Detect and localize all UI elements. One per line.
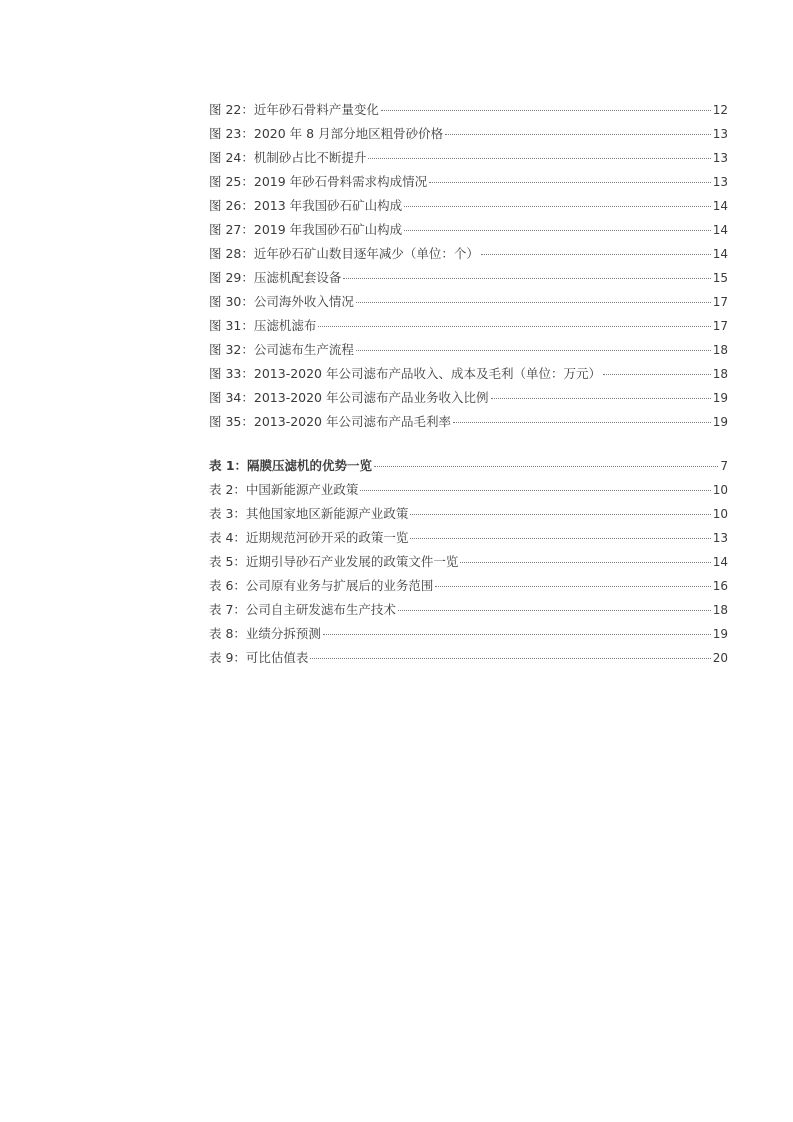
entry-title: 图 25：2019 年砂石骨料需求构成情况 (209, 174, 428, 189)
dot-leader (491, 398, 711, 399)
entry-title: 表 4：近期规范河砂开采的政策一览 (209, 530, 409, 545)
entry-page: 17 (712, 295, 728, 309)
toc-entry-figure-31[interactable] (209, 314, 728, 338)
entry-title: 图 24：机制砂占比不断提升 (209, 150, 367, 165)
entry-title: 图 26：2013 年我国砂石矿山构成 (209, 198, 403, 213)
figure-list (209, 98, 728, 434)
dot-leader (323, 634, 711, 635)
entry-page: 14 (712, 247, 728, 261)
dot-leader (374, 466, 718, 467)
entry-title: 图 31：压滤机滤布 (209, 318, 317, 333)
entry-page: 12 (712, 103, 728, 117)
entry-page: 18 (712, 367, 728, 381)
entry-page: 10 (712, 483, 728, 497)
dot-leader (429, 182, 711, 183)
entry-title: 图 34：2013-2020 年公司滤布产品业务收入比例 (209, 390, 489, 405)
toc-entry-table-9[interactable] (209, 646, 728, 670)
entry-title: 图 28：近年砂石矿山数目逐年减少（单位：个） (209, 246, 479, 261)
toc-entry-figure-34[interactable] (209, 386, 728, 410)
dot-leader (398, 610, 711, 611)
entry-title: 图 33：2013-2020 年公司滤布产品收入、成本及毛利（单位：万元） (209, 366, 601, 381)
dot-leader (481, 254, 711, 255)
toc-entry-figure-35[interactable] (209, 410, 728, 434)
toc-entry-figure-22[interactable] (209, 98, 728, 122)
dot-leader (410, 538, 710, 539)
entry-title: 表 6：公司原有业务与扩展后的业务范围 (209, 578, 434, 593)
toc-entry-table-1[interactable] (209, 454, 728, 478)
entry-title: 表 9：可比估值表 (209, 650, 309, 665)
entry-title: 表 2：中国新能源产业政策 (209, 482, 359, 497)
toc-entry-figure-29[interactable] (209, 266, 728, 290)
entry-title: 图 35：2013-2020 年公司滤布产品毛利率 (209, 414, 451, 429)
toc-entry-table-7[interactable] (209, 598, 728, 622)
entry-page: 13 (712, 175, 728, 189)
entry-title: 表 1：隔膜压滤机的优势一览 (209, 458, 373, 473)
entry-page: 7 (720, 459, 728, 473)
toc-entry-table-3[interactable] (209, 502, 728, 526)
table-of-contents (209, 98, 728, 670)
toc-entry-figure-24[interactable] (209, 146, 728, 170)
toc-entry-table-8[interactable] (209, 622, 728, 646)
dot-leader (310, 658, 710, 659)
toc-entry-table-5[interactable] (209, 550, 728, 574)
entry-title: 图 30：公司海外收入情况 (209, 294, 354, 309)
dot-leader (460, 562, 710, 563)
dot-leader (603, 374, 711, 375)
entry-page: 13 (712, 531, 728, 545)
dot-leader (368, 158, 710, 159)
dot-leader (381, 110, 711, 111)
section-spacer (209, 434, 728, 454)
entry-page: 19 (712, 391, 728, 405)
entry-title: 表 5：近期引导砂石产业发展的政策文件一览 (209, 554, 459, 569)
entry-page: 19 (712, 627, 728, 641)
entry-title: 图 29：压滤机配套设备 (209, 270, 342, 285)
toc-entry-figure-25[interactable] (209, 170, 728, 194)
table-list (209, 454, 728, 670)
entry-page: 19 (712, 415, 728, 429)
entry-title: 表 8：业绩分拆预测 (209, 626, 321, 641)
entry-page: 18 (712, 343, 728, 357)
toc-entry-figure-32[interactable] (209, 338, 728, 362)
dot-leader (356, 350, 711, 351)
entry-title: 表 3：其他国家地区新能源产业政策 (209, 506, 409, 521)
toc-entry-table-2[interactable] (209, 478, 728, 502)
entry-page: 20 (712, 651, 728, 665)
entry-page: 14 (712, 223, 728, 237)
entry-page: 17 (712, 319, 728, 333)
entry-page: 14 (712, 199, 728, 213)
dot-leader (343, 278, 710, 279)
dot-leader (453, 422, 711, 423)
dot-leader (435, 586, 710, 587)
toc-entry-figure-27[interactable] (209, 218, 728, 242)
toc-entry-figure-26[interactable] (209, 194, 728, 218)
entry-page: 16 (712, 579, 728, 593)
dot-leader (410, 514, 710, 515)
dot-leader (356, 302, 711, 303)
entry-title: 图 27：2019 年我国砂石矿山构成 (209, 222, 403, 237)
dot-leader (360, 490, 710, 491)
toc-entry-figure-23[interactable] (209, 122, 728, 146)
dot-leader (445, 134, 711, 135)
entry-page: 15 (712, 271, 728, 285)
toc-entry-figure-28[interactable] (209, 242, 728, 266)
entry-page: 14 (712, 555, 728, 569)
entry-page: 13 (712, 151, 728, 165)
toc-entry-figure-33[interactable] (209, 362, 728, 386)
toc-entry-figure-30[interactable] (209, 290, 728, 314)
entry-page: 18 (712, 603, 728, 617)
entry-title: 表 7：公司自主研发滤布生产技术 (209, 602, 396, 617)
entry-page: 10 (712, 507, 728, 521)
dot-leader (404, 230, 711, 231)
entry-title: 图 23：2020 年 8 月部分地区粗骨砂价格 (209, 126, 444, 141)
dot-leader (404, 206, 711, 207)
entry-title: 图 22：近年砂石骨料产量变化 (209, 102, 379, 117)
entry-page: 13 (712, 127, 728, 141)
dot-leader (318, 326, 710, 327)
entry-title: 图 32：公司滤布生产流程 (209, 342, 354, 357)
toc-entry-table-4[interactable] (209, 526, 728, 550)
toc-entry-table-6[interactable] (209, 574, 728, 598)
